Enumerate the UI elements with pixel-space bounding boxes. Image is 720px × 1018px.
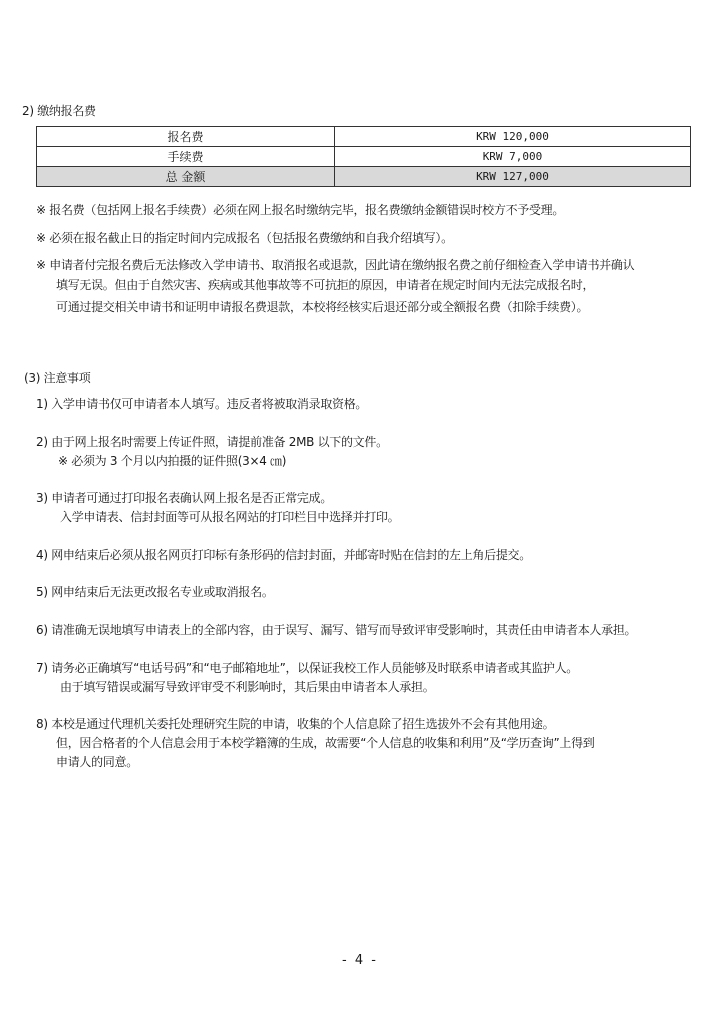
page-number: - 4 - xyxy=(342,953,378,968)
list-item: 1) 入学申请书仅可申请者本人填写。违反者将被取消录取资格。 xyxy=(36,397,368,411)
note-text: ※ 必须在报名截止日的指定时间内完成报名（包括报名费缴纳和自我介绍填写）。 xyxy=(36,231,453,245)
table-row xyxy=(37,147,691,167)
table-row xyxy=(37,127,691,147)
list-item: 2) 由于网上报名时需要上传证件照，请提前准备 2MB 以下的文件。 xyxy=(36,435,388,449)
list-item: 6) 请准确无误地填写申请表上的全部内容，由于误写、漏写、错写而导致评审受影响时，其责任由申请者本人承担。 xyxy=(36,623,637,637)
list-item: 7) 请务必正确填写“电话号码”和“电子邮箱地址”，以保证我校工作人员能够及时联系申请者或其监护人。 xyxy=(36,661,579,675)
note-text: 填写无误。但由于自然灾害、疾病或其他事故等不可抗拒的原因，申请者在规定时间内无法完成报名时， xyxy=(56,278,595,292)
fee-label: 总 金额 xyxy=(37,167,335,187)
list-item: 3) 申请者可通过打印报名表确认网上报名是否正常完成。 xyxy=(36,491,333,505)
fee-label: 手续费 xyxy=(37,147,335,167)
list-item-continuation: 由于填写错误或漏写导致评审受不利影响时，其后果由申请者本人承担。 xyxy=(60,680,435,694)
fee-table xyxy=(36,126,691,187)
list-item: 4) 网申结束后必须从报名网页打印标有条形码的信封封面，并邮寄时贴在信封的左上角后提交。 xyxy=(36,548,531,562)
list-item: 5) 网申结束后无法更改报名专业或取消报名。 xyxy=(36,585,274,599)
section-3-title: (3) 注意事项 xyxy=(24,371,91,385)
fee-label: 报名费 xyxy=(37,127,335,147)
list-item-note: ※ 必须为 3 个月以内拍摄的证件照(3×4 ㎝) xyxy=(58,454,287,468)
list-item: 8) 本校是通过代理机关委托处理研究生院的申请，收集的个人信息除了招生选拔外不会有其他用途。 xyxy=(36,717,555,731)
section-2-title: 2) 缴纳报名费 xyxy=(22,104,96,118)
fee-value: KRW 7,000 xyxy=(335,147,691,167)
fee-value: KRW 127,000 xyxy=(335,167,691,187)
note-text: ※ 报名费（包括网上报名手续费）必须在网上报名时缴纳完毕，报名费缴纳金额错误时校方不予受理。 xyxy=(36,203,565,217)
note-text: ※ 申请者付完报名费后无法修改入学申请书、取消报名或退款，因此请在缴纳报名费之前仔细检查入学申请书并确认 xyxy=(36,258,635,272)
table-row-total xyxy=(37,167,691,187)
list-item-continuation: 但，因合格者的个人信息会用于本校学籍簿的生成，故需要“个人信息的收集和利用”及“学历查询”上得到 xyxy=(56,736,595,750)
note-text: 可通过提交相关申请书和证明申请报名费退款，本校将经核实后退还部分或全额报名费（扣除手续费）。 xyxy=(56,300,589,314)
list-item-continuation: 申请人的同意。 xyxy=(56,755,138,769)
list-item-continuation: 入学申请表、信封封面等可从报名网站的打印栏目中选择并打印。 xyxy=(60,510,400,524)
fee-value: KRW 120,000 xyxy=(335,127,691,147)
